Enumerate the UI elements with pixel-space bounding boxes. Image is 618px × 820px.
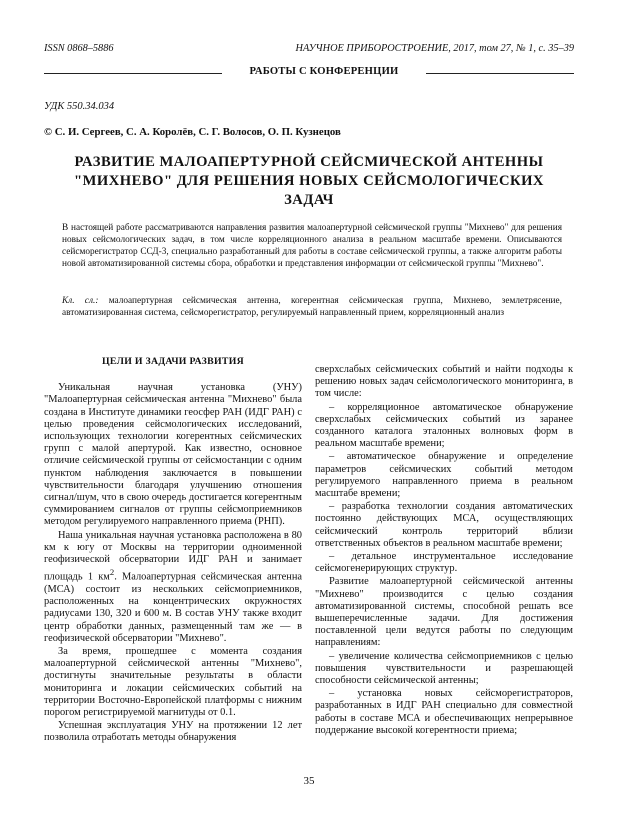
section-label: РАБОТЫ С КОНФЕРЕНЦИИ (249, 66, 399, 77)
issn: ISSN 0868–5886 (44, 43, 114, 54)
abstract: В настоящей работе рассматриваются направления развития малоапертурной сейсмической группы "Михнево" для решения новых сейсмологических задач, в том числе корреляционного анализа в реальном масштабе времени. Описываются сейсморегистратор ССД-3, специально разработанный для работы в составе сейсмической группы, а также алгоритм работы новой автоматизированной системы сбора, обработки и представления информации от сейсмической группы "Михнево". (62, 223, 562, 269)
paragraph: сверхслабых сейсмических событий и найти подходы к решению новых задач сейсмологического мониторинга, в том числе: (315, 364, 573, 400)
paragraph: Развитие малоапертурной сейсмической антенны "Михнево" производится с целью создания автоматизированной системы, способной решать все вышеперечисленные задачи. Для достижения поставленной цели ведутся работы по следующим направлениям: (315, 576, 573, 649)
superscript: 2 (109, 567, 115, 578)
paragraph: Успешная эксплуатация УНУ на протяжении 12 лет позволила отработать методы обнаружения (44, 720, 302, 744)
list-item: – детальное инструментальное исследование сейсмогенерирующих структур. (315, 551, 573, 575)
paragraph-text: . Малоапертурная сейсмическая антенна (МСА) состоит из нескольких сейсмоприемников, расположенных на концентрических окружностях радиусами 130, 320 и 600 м. В состав УНУ также входит центр обработки данных, размещенный там же — в геофизической обсерватории "Михнево". (44, 571, 302, 644)
list-item: – корреляционное автоматическое обнаружение сверхслабых сейсмических событий из заранее созданного каталога эталонных волновых форм в реальном масштабе времени; (315, 401, 573, 450)
paragraph: За время, прошедшее с момента создания малоапертурной сейсмической антенны "Михнево", достигнуты значительные результаты в области мониторинга и локации сейсмических событий на территории Восточно-Европейской платформы с нижним порогом регистрируемой магнитуды от 0.1. (44, 645, 302, 718)
journal-citation: НАУЧНОЕ ПРИБОРОСТРОЕНИЕ, 2017, том 27, № 1, c. 35–39 (295, 43, 574, 54)
list-item: – увеличение количества сейсмоприемников с целью повышения чувствительности и разрешающей способности сейсмической антенны; (315, 650, 573, 687)
section-heading: ЦЕЛИ И ЗАДАЧИ РАЗВИТИЯ (101, 356, 244, 367)
list-item: – автоматическое обнаружение и определение параметров сейсмических событий методом регулируемого направленного приема в реальном масштабе времени; (315, 451, 573, 500)
paragraph-text: Наша уникальная научная установка расположена в 80 км к югу от Москвы на территории одноименной геофизической обсерватории ИДГ РАН и занимает площадь 1 км (44, 529, 302, 583)
keywords-label: Кл. сл.: (62, 296, 99, 306)
left-column (44, 356, 302, 746)
udk-code: УДК 550.34.034 (44, 101, 115, 112)
list-item: – разработка технологии создания автоматических постоянно действующих МСА, осуществляющих сейсмический контроль территорий вблизи ответственных объектов в реальном масштабе времени; (315, 501, 573, 549)
keywords-text: малоапертурная сейсмическая антенна, когерентная сейсмическая группа, Михнево, землетрясение, автоматизированная система, сейсморегистратор, регулируемый направленный прием, корреляционный анализ (62, 296, 562, 318)
keywords (62, 296, 562, 319)
section-rule-right (426, 73, 574, 74)
running-header (44, 43, 574, 57)
right-column (315, 364, 573, 738)
section-banner (44, 66, 574, 82)
authors: © С. И. Сергеев, С. А. Королёв, С. Г. Волосов, О. П. Кузнецов (44, 126, 341, 138)
page-number: 35 (303, 775, 315, 787)
paragraph (44, 530, 302, 645)
paragraph: Уникальная научная установка (УНУ) "Малоапертурная сейсмическая антенна "Михнево" была создана в Институте динамики геосфер РАН (ИДГ РАН) с целью проведения сейсмологических исследований, использующих технологии когерентных сейсмических групп с малой апертурой. Как известно, основное отличие сейсмической группы от сейсмостанции с одним пунктом наблюдения заключается в повышении чувствительности благодаря улучшению отношения сигнал/шум, что в свою очередь достигается когерентным суммированием сигналов от группы сейсмоприемников методом регулируемого направленного приема (РНП). (44, 382, 302, 528)
section-rule-left (44, 73, 222, 74)
list-item: – установка новых сейсморегистраторов, разработанных в ИДГ РАН специально для совместной работы в составе МСА и обеспечивающих непрерывное поддержание высокой когерентности приема; (315, 688, 573, 736)
article-title: РАЗВИТИЕ МАЛОАПЕРТУРНОЙ СЕЙСМИЧЕСКОЙ АНТЕННЫ "МИХНЕВО" ДЛЯ РЕШЕНИЯ НОВЫХ СЕЙСМОЛОГИЧЕСКИХ ЗАДАЧ (74, 154, 544, 208)
